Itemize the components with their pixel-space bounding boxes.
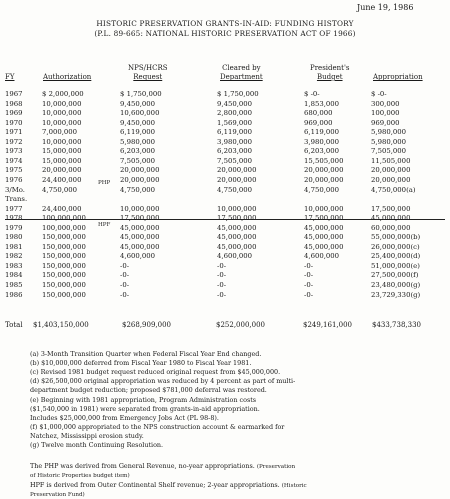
cell-fy: 1975 <box>5 166 23 175</box>
cell-nps-request: 6,119,000 <box>120 128 156 137</box>
cell-cleared: 9,450,000 <box>217 99 253 108</box>
cell-appropriation: 26,000,000(c) <box>371 242 420 251</box>
cell-presidents-budget: -0- <box>304 271 314 280</box>
table-row <box>0 119 450 128</box>
cell-presidents-budget: -0- <box>304 281 314 289</box>
cell-presidents-budget: $ -0- <box>304 90 320 98</box>
hpf-note: HPF is derived from Outer Continental Shelf revenue; 2-year appropriations. (Historic <box>30 481 307 489</box>
cell-cleared: $ 1,750,000 <box>217 90 259 98</box>
cell-appropriation: 11,505,000 <box>371 156 411 165</box>
cell-nps-request: 6,203,000 <box>120 147 156 156</box>
table-row <box>0 271 450 280</box>
cell-appropriation: 5,980,000 <box>371 128 407 137</box>
table-row <box>0 291 450 300</box>
cell-authorization: 24,400,000 <box>42 175 82 184</box>
cell-authorization: 7,000,000 <box>42 128 78 137</box>
cell-authorization: 24,400,000 <box>42 204 82 213</box>
cell-nps-request: 10,000,000 <box>120 204 160 213</box>
cell-appropriation: 969,000 <box>371 118 400 127</box>
footnote-line: department budget reduction; proposed $781,000 deferral was restored. <box>30 386 267 395</box>
cell-appropriation: 20,000,000 <box>371 175 411 184</box>
cell-appropriation: 45,000,000 <box>371 214 411 223</box>
cell-authorization: 150,000,000 <box>42 271 86 280</box>
footnote-line: (b) $10,000,000 deferred from Fiscal Year 1980 to Fiscal Year 1981. <box>30 359 252 368</box>
cell-authorization: 150,000,000 <box>42 290 86 299</box>
cell-authorization: 15,000,000 <box>42 147 82 156</box>
document-date: June 19, 1986 <box>357 3 414 12</box>
document-subtitle: (P.L. 89-665: NATIONAL HISTORIC PRESERVATION ACT OF 1966) <box>94 29 356 38</box>
table-row <box>0 281 450 290</box>
total-nps-request: $268,909,000 <box>122 321 171 329</box>
footnote-line: (d) $26,500,000 original appropriation was reduced by 4 percent as part of multi- <box>30 377 296 386</box>
php-source-label: PHP <box>98 180 111 186</box>
cell-cleared: -0- <box>217 261 227 270</box>
cell-cleared: 17,500,000 <box>217 214 257 223</box>
cell-fy: 1968 <box>5 99 23 108</box>
cell-appropriation: 7,505,000 <box>371 147 407 156</box>
cell-fy: 1974 <box>5 156 23 165</box>
cell-cleared: -0- <box>217 290 227 299</box>
cell-nps-request: -0- <box>120 281 130 289</box>
cell-authorization: 150,000,000 <box>42 233 86 242</box>
cell-nps-request: 10,600,000 <box>120 109 160 118</box>
table-row <box>0 243 450 252</box>
cell-appropriation: 23,480,000(g) <box>371 281 421 289</box>
cell-cleared: 20,000,000 <box>217 166 257 175</box>
cell-presidents-budget: 4,750,000 <box>304 185 340 194</box>
cell-fy: 1967 <box>5 90 23 98</box>
table-row <box>0 157 450 166</box>
cell-nps-request: -0- <box>120 261 130 270</box>
total-appropriation: $433,738,330 <box>372 321 421 329</box>
cell-cleared: -0- <box>217 281 227 289</box>
table-row <box>0 128 450 137</box>
cell-cleared: 4,750,000 <box>217 185 253 194</box>
header-presidents-budget: President's Budget <box>310 64 350 81</box>
cell-nps-request: 45,000,000 <box>120 242 160 251</box>
footnote-line: (f) $1,000,000 appropriated to the NPS construction account & earmarked for <box>30 422 285 431</box>
footnote-line: Includes $25,000,000 from Emergency Jobs Act (PL 98-8). <box>30 413 219 422</box>
table-row <box>0 90 450 99</box>
cell-nps-request: 4,750,000 <box>120 185 156 194</box>
cell-authorization: 100,000,000 <box>42 223 86 232</box>
cell-fy: 1970 <box>5 118 23 127</box>
table-row <box>0 195 450 204</box>
cell-cleared: 2,800,000 <box>217 109 253 118</box>
cell-nps-request: 9,450,000 <box>120 99 156 108</box>
cell-presidents-budget: 680,000 <box>304 109 333 118</box>
cell-presidents-budget: 17,500,000 <box>304 214 344 223</box>
cell-fy: 1973 <box>5 147 23 156</box>
cell-cleared: 20,000,000 <box>217 175 257 184</box>
php-note: The PHP was derived from General Revenue, no-year appropriations. (Preservation <box>30 462 296 470</box>
cell-nps-request: -0- <box>120 290 130 299</box>
cell-cleared: 45,000,000 <box>217 242 257 251</box>
footnote-line: (e) Beginning with 1981 appropriation, Program Administration costs <box>30 395 257 404</box>
cell-authorization: $ 2,000,000 <box>42 90 84 98</box>
cell-cleared: 1,569,000 <box>217 118 253 127</box>
header-authorization: Authorization <box>43 73 92 81</box>
cell-presidents-budget: 45,000,000 <box>304 233 344 242</box>
cell-presidents-budget: 10,000,000 <box>304 204 344 213</box>
cell-appropriation: 60,000,000 <box>371 223 411 232</box>
cell-nps-request: 20,000,000 <box>120 166 160 175</box>
cell-fy: 1972 <box>5 137 23 146</box>
footnote-line: (g) Twelve month Continuing Resolution. <box>30 441 164 449</box>
cell-authorization: 150,000,000 <box>42 252 86 261</box>
php-note-cont: of Historic Properties budget item) <box>30 473 130 479</box>
cell-cleared: 6,119,000 <box>217 128 253 137</box>
cell-appropriation: 55,000,000(b) <box>371 233 421 242</box>
cell-fy: 1978 <box>5 214 23 223</box>
cell-nps-request: 17,500,000 <box>120 214 160 223</box>
cell-cleared: -0- <box>217 271 227 280</box>
cell-fy: 1980 <box>5 233 23 242</box>
cell-fy: 1977 <box>5 204 23 213</box>
cell-presidents-budget: -0- <box>304 261 314 270</box>
table-row <box>0 205 450 214</box>
header-appropriation: Appropriation <box>373 73 423 81</box>
cell-cleared: 3,980,000 <box>217 137 253 146</box>
cell-presidents-budget: 1,853,000 <box>304 99 340 108</box>
cell-nps-request: 45,000,000 <box>120 233 160 242</box>
cell-authorization: 15,000,000 <box>42 156 82 165</box>
footnote-line: Natchez, Mississippi erosion study. <box>30 431 144 440</box>
cell-appropriation: 17,500,000 <box>371 204 411 213</box>
table-row <box>0 186 450 195</box>
cell-nps-request: 9,450,000 <box>120 118 156 127</box>
table-row <box>0 176 450 185</box>
cell-presidents-budget: 20,000,000 <box>304 175 344 184</box>
cell-fy: 1969 <box>5 109 23 118</box>
cell-presidents-budget: 20,000,000 <box>304 166 344 175</box>
header-fy: FY <box>5 73 15 81</box>
cell-fy: 3/Mo. <box>5 185 25 194</box>
php-hpf-divider <box>5 219 445 220</box>
cell-appropriation: 25,400,000(d) <box>371 252 421 261</box>
total-authorization: $1,403,150,000 <box>33 321 89 329</box>
cell-presidents-budget: 969,000 <box>304 118 333 127</box>
cell-nps-request: 7,505,000 <box>120 156 156 165</box>
cell-cleared: 45,000,000 <box>217 233 257 242</box>
cell-authorization: 10,000,000 <box>42 137 82 146</box>
cell-authorization: 10,000,000 <box>42 99 82 108</box>
cell-appropriation: 4,750,000(a) <box>371 185 416 194</box>
cell-appropriation: 5,980,000 <box>371 137 407 146</box>
footnote-line: ($1,540,000 in 1981) were separated from grants-in-aid appropriation. <box>30 404 260 413</box>
cell-presidents-budget: 6,119,000 <box>304 128 340 137</box>
cell-fy: 1983 <box>5 261 23 270</box>
hpf-note-cont: Preservation Fund) <box>30 492 85 498</box>
cell-presidents-budget: 3,980,000 <box>304 137 340 146</box>
cell-fy: 1971 <box>5 128 23 137</box>
cell-appropriation: 51,000,000(e) <box>371 261 420 270</box>
cell-presidents-budget: 4,600,000 <box>304 252 340 261</box>
table-row <box>0 100 450 109</box>
cell-cleared: 7,505,000 <box>217 156 253 165</box>
cell-authorization: 20,000,000 <box>42 166 82 175</box>
cell-nps-request: 4,600,000 <box>120 252 156 261</box>
cell-appropriation: 300,000 <box>371 99 400 108</box>
cell-appropriation: 27,500,000(f) <box>371 271 419 280</box>
table-row <box>0 166 450 175</box>
cell-nps-request: 20,000,000 <box>120 175 160 184</box>
cell-appropriation: 23,729,330(g) <box>371 290 421 299</box>
total-presidents-budget: $249,161,000 <box>303 321 352 329</box>
cell-appropriation: 100,000 <box>371 109 400 118</box>
footnote-line: (c) Revised 1981 budget request reduced original request from $45,000,000. <box>30 368 281 377</box>
cell-cleared: 4,600,000 <box>217 252 253 261</box>
footnote-line: (a) 3-Month Transition Quarter when Federal Fiscal Year End changed. <box>30 350 262 358</box>
table-row <box>0 224 450 233</box>
cell-appropriation: $ -0- <box>371 90 387 98</box>
cell-authorization: 10,000,000 <box>42 109 82 118</box>
cell-fy: 1985 <box>5 281 23 289</box>
cell-fy: 1986 <box>5 290 23 299</box>
hpf-source-label: HPF <box>98 222 111 228</box>
cell-fy: 1982 <box>5 252 23 261</box>
cell-fy: 1981 <box>5 242 23 251</box>
cell-authorization: 150,000,000 <box>42 281 86 289</box>
table-row <box>0 233 450 242</box>
cell-authorization: 4,750,000 <box>42 185 78 194</box>
cell-fy: 1979 <box>5 223 23 232</box>
header-nps-request: NPS/HCRS Request <box>128 64 168 81</box>
cell-authorization: 100,000,000 <box>42 214 86 223</box>
cell-fy: Trans. <box>5 195 28 204</box>
cell-presidents-budget: 45,000,000 <box>304 223 344 232</box>
cell-presidents-budget: 6,203,000 <box>304 147 340 156</box>
cell-nps-request: 5,980,000 <box>120 137 156 146</box>
cell-presidents-budget: 45,000,000 <box>304 242 344 251</box>
header-cleared-by-department: Cleared by Department <box>220 64 263 81</box>
cell-nps-request: 45,000,000 <box>120 223 160 232</box>
cell-nps-request: $ 1,750,000 <box>120 90 162 98</box>
cell-authorization: 150,000,000 <box>42 242 86 251</box>
total-label: Total <box>5 321 23 329</box>
total-cleared: $252,000,000 <box>216 321 265 329</box>
cell-nps-request: -0- <box>120 271 130 280</box>
cell-fy: 1976 <box>5 175 23 184</box>
cell-cleared: 6,203,000 <box>217 147 253 156</box>
document-title: HISTORIC PRESERVATION GRANTS-IN-AID: FUNDING HISTORY <box>96 19 354 28</box>
cell-authorization: 10,000,000 <box>42 118 82 127</box>
cell-presidents-budget: 15,505,000 <box>304 156 344 165</box>
cell-appropriation: 20,000,000 <box>371 166 411 175</box>
cell-authorization: 150,000,000 <box>42 261 86 270</box>
cell-presidents-budget: -0- <box>304 290 314 299</box>
cell-cleared: 10,000,000 <box>217 204 257 213</box>
table-row <box>0 262 450 271</box>
table-row <box>0 147 450 156</box>
cell-fy: 1984 <box>5 271 23 280</box>
table-row <box>0 252 450 261</box>
table-row <box>0 138 450 147</box>
table-row <box>0 109 450 118</box>
total-row <box>0 321 450 331</box>
cell-cleared: 45,000,000 <box>217 223 257 232</box>
